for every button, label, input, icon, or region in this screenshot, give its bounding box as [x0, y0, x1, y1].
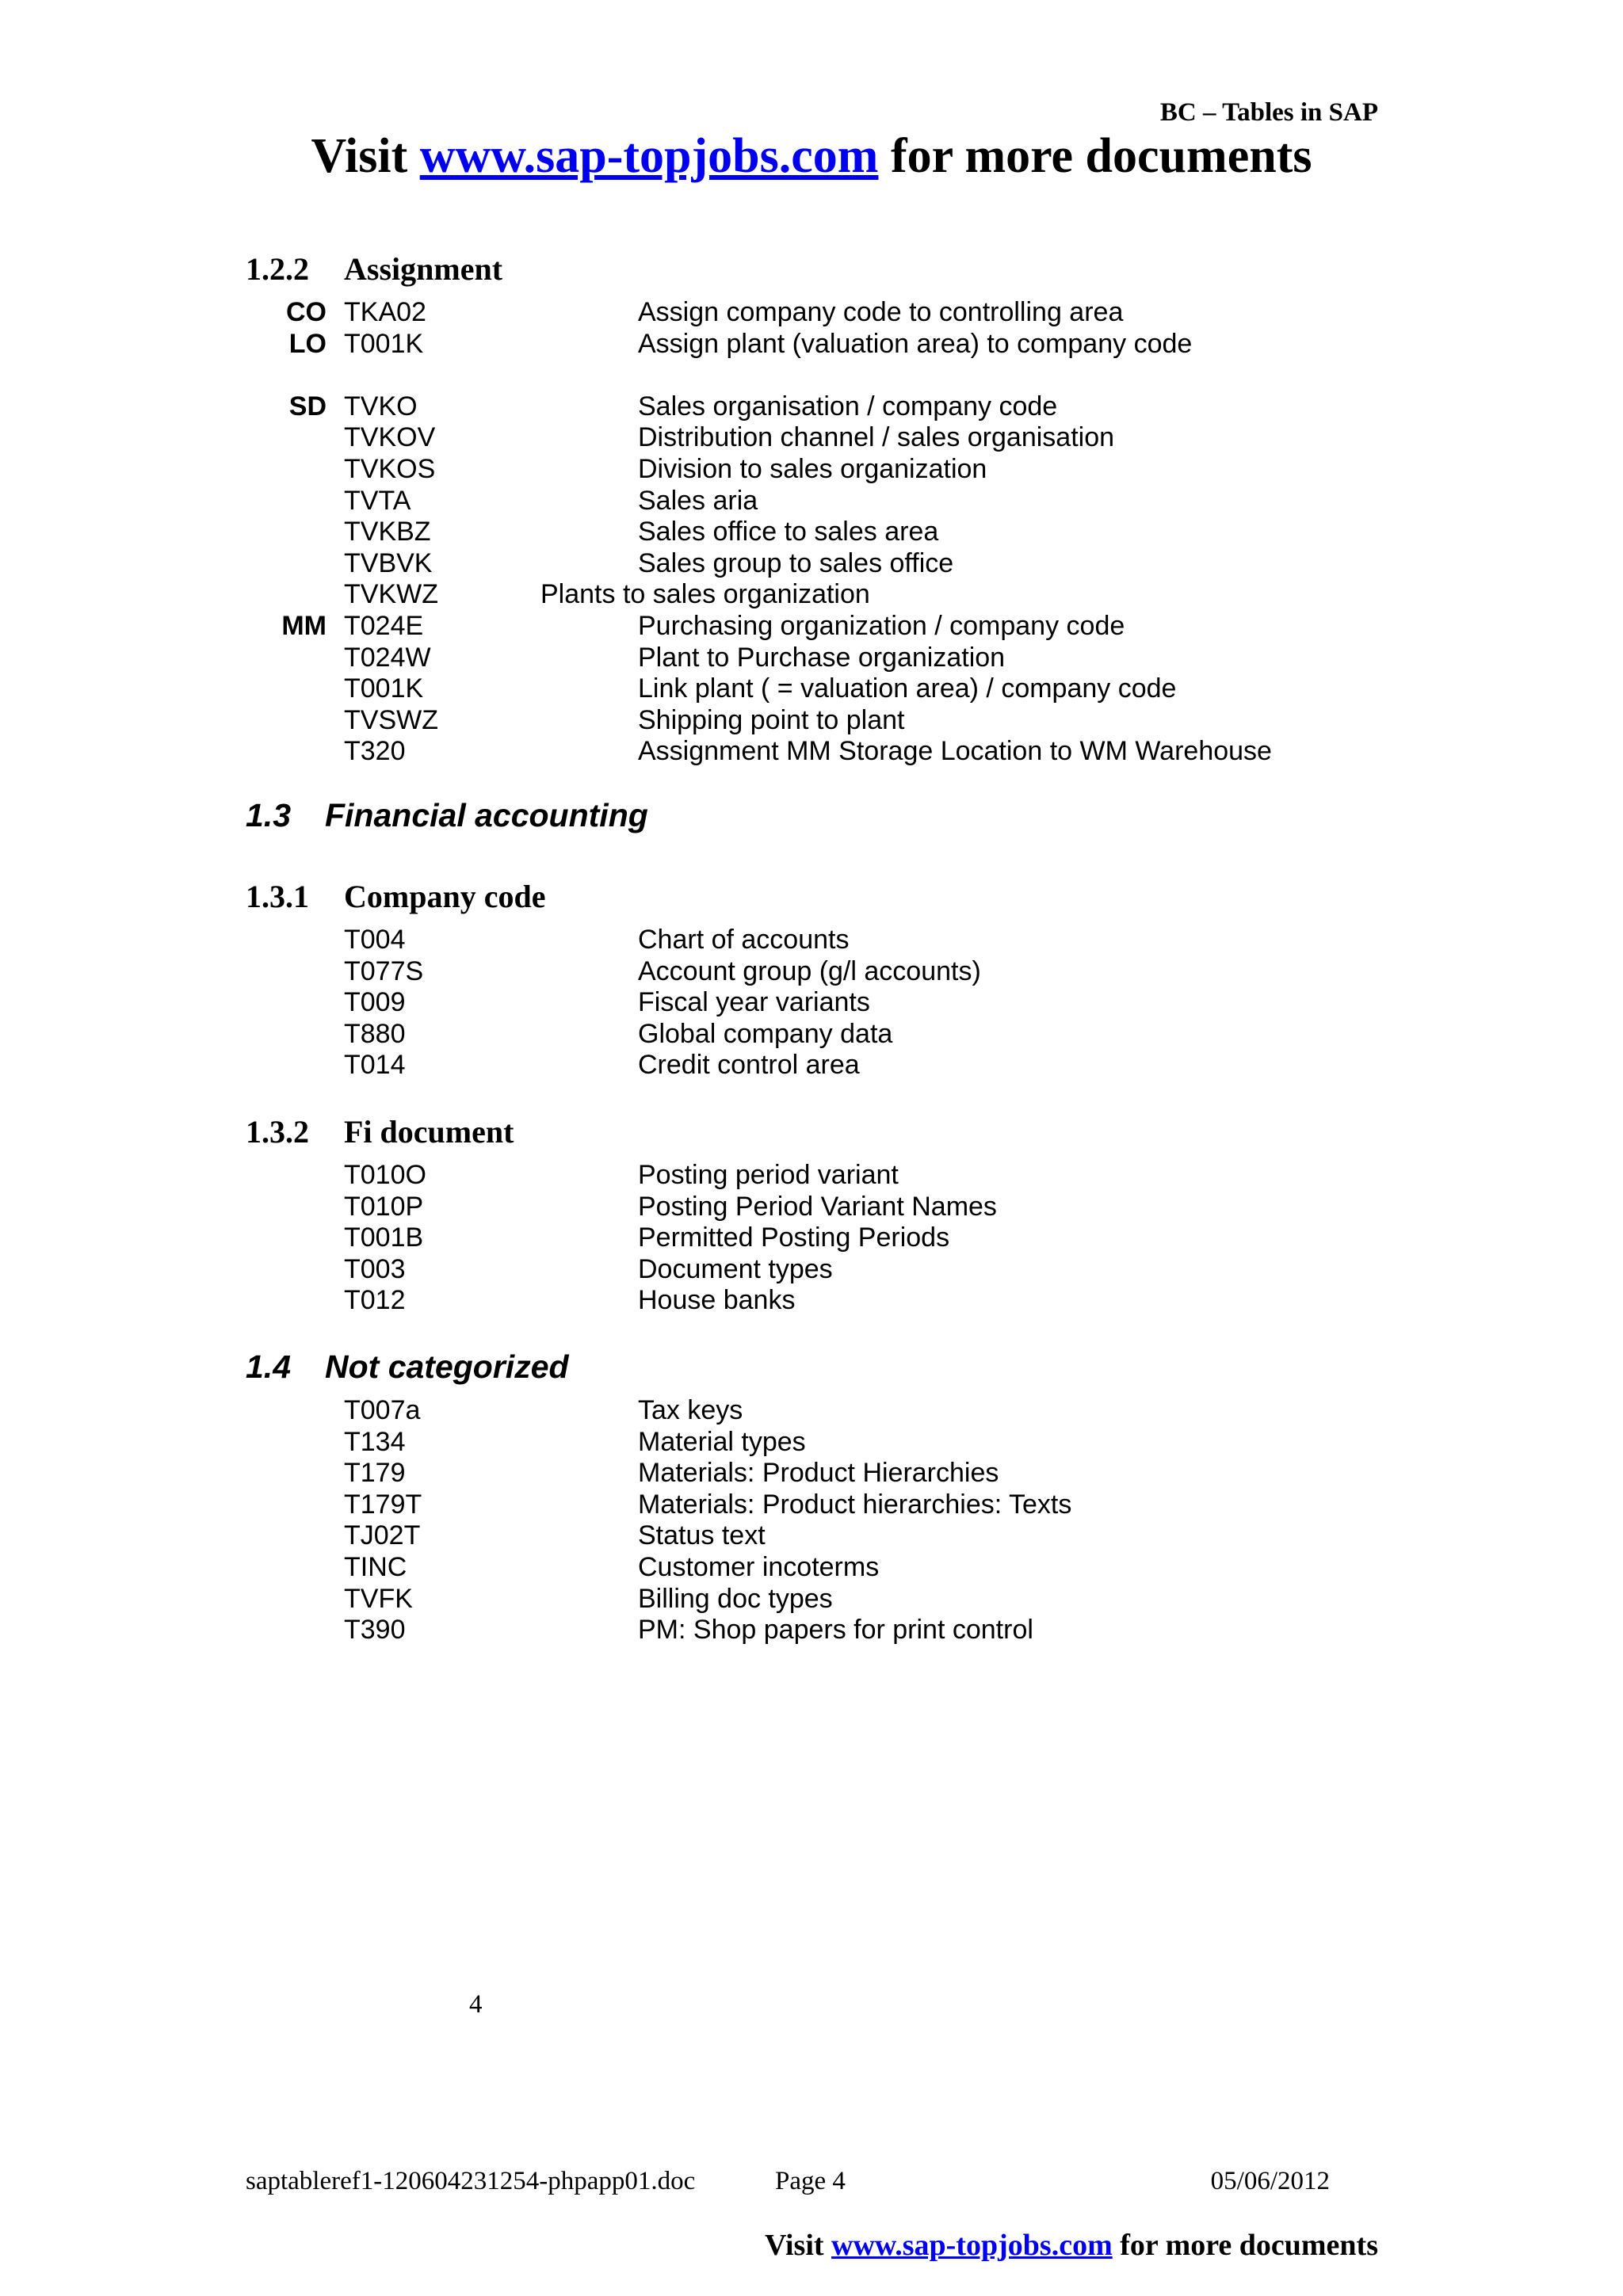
table-description: Posting Period Variant Names	[638, 1191, 997, 1222]
table-code: TVKO	[344, 391, 418, 421]
table-description: Tax keys	[638, 1395, 743, 1425]
table-description: Shipping point to plant	[638, 704, 905, 735]
table-code: TJ02T	[344, 1520, 421, 1551]
table-description: Account group (g/l accounts)	[638, 955, 981, 986]
table-description: Chart of accounts	[638, 925, 850, 955]
table-description: Link plant ( = valuation area) / company code	[638, 673, 1177, 704]
table-code: T003	[344, 1253, 406, 1284]
table-row	[0, 1019, 1623, 1051]
table-row	[0, 736, 1623, 768]
table-code: TVSWZ	[344, 704, 438, 735]
table-description: Materials: Product Hierarchies	[638, 1458, 999, 1489]
table-description: Permitted Posting Periods	[638, 1222, 950, 1253]
table-description: Credit control area	[638, 1050, 860, 1081]
table-row	[0, 1489, 1623, 1521]
table-code: T320	[344, 736, 406, 767]
not-categorized-table	[0, 1395, 1623, 1646]
table-description: Assignment MM Storage Location to WM Warehouse	[638, 736, 1272, 767]
section-title: Financial accounting	[325, 797, 648, 833]
table-row	[0, 1222, 1623, 1254]
section-heading-not-categorized	[246, 1348, 569, 1386]
table-row	[0, 297, 1623, 329]
fi-document-table	[0, 1160, 1623, 1317]
table-row	[0, 517, 1623, 548]
section-heading-assignment	[246, 250, 502, 288]
page-number: 4	[469, 1990, 483, 2019]
table-code: TINC	[344, 1551, 407, 1582]
footer-filename: saptableref1-120604231254-phpapp01.doc	[246, 2167, 696, 2195]
company-code-table	[0, 925, 1623, 1081]
table-description: Sales organisation / company code	[638, 391, 1058, 421]
table-code: T001B	[344, 1222, 424, 1253]
section-title: Not categorized	[325, 1348, 569, 1385]
table-row	[0, 643, 1623, 674]
table-code: TVTA	[344, 485, 411, 516]
assignment-table	[0, 297, 1623, 768]
table-row	[0, 486, 1623, 517]
section-number: 1.3	[246, 797, 291, 833]
table-description: House banks	[638, 1285, 796, 1316]
visit-banner-bottom	[765, 2228, 1378, 2263]
table-row	[0, 422, 1623, 454]
table-row	[0, 579, 1623, 611]
table-code: TKA02	[344, 297, 426, 327]
visit-suffix: for more documents	[1120, 2229, 1378, 2262]
section-title: Fi document	[344, 1114, 514, 1150]
table-description: Assign company code to controlling area	[638, 297, 1124, 327]
table-description: Billing doc types	[638, 1583, 833, 1614]
table-description: Plant to Purchase organization	[638, 642, 1006, 673]
table-description: Material types	[638, 1426, 806, 1457]
table-code: T880	[344, 1018, 406, 1049]
footer-date: 05/06/2012	[1210, 2167, 1330, 2195]
table-description: Purchasing organization / company code	[638, 610, 1125, 641]
table-row	[0, 611, 1623, 643]
table-description: Posting period variant	[638, 1160, 899, 1190]
table-description: Sales group to sales office	[638, 547, 954, 578]
table-code: T179T	[344, 1489, 422, 1520]
website-link[interactable]: www.sap-topjobs.com	[831, 2229, 1113, 2262]
module-label: CO	[286, 297, 327, 327]
table-code: T001K	[344, 673, 424, 704]
section-number: 1.3.1	[246, 879, 309, 914]
table-code: TVFK	[344, 1583, 413, 1614]
table-row	[0, 1192, 1623, 1223]
table-code: T004	[344, 925, 406, 955]
table-code: T179	[344, 1458, 406, 1489]
table-code: T001K	[344, 328, 424, 359]
table-code: T024W	[344, 642, 431, 673]
visit-banner-top	[0, 128, 1623, 185]
section-number: 1.2.2	[246, 251, 309, 287]
table-description: Plants to sales organization	[540, 579, 870, 610]
table-row	[0, 1050, 1623, 1081]
visit-prefix: Visit	[311, 129, 408, 183]
table-description: Status text	[638, 1520, 766, 1551]
section-title: Company code	[344, 879, 546, 914]
document-title: BC – Tables in SAP	[1159, 98, 1378, 127]
table-code: T010O	[344, 1160, 426, 1190]
section-heading-fi-document	[246, 1113, 514, 1150]
table-row	[0, 1254, 1623, 1286]
table-code: TVBVK	[344, 547, 433, 578]
table-description: Materials: Product hierarchies: Texts	[638, 1489, 1072, 1520]
module-label: SD	[288, 391, 327, 421]
table-description: Distribution channel / sales organisation	[638, 422, 1115, 453]
section-number: 1.3.2	[246, 1114, 309, 1150]
table-row	[0, 548, 1623, 580]
table-code: T134	[344, 1426, 406, 1457]
visit-prefix: Visit	[764, 2229, 824, 2262]
table-description: Division to sales organization	[638, 453, 987, 484]
table-row	[0, 925, 1623, 956]
table-row	[0, 1615, 1623, 1646]
table-row-spacer	[0, 360, 1623, 391]
table-code: T390	[344, 1615, 406, 1646]
table-description: Customer incoterms	[638, 1551, 880, 1582]
table-code: T010P	[344, 1191, 424, 1222]
table-description: Document types	[638, 1253, 833, 1284]
module-label: MM	[281, 610, 327, 641]
section-title: Assignment	[344, 251, 503, 287]
table-description: PM: Shop papers for print control	[638, 1615, 1033, 1646]
table-description: Assign plant (valuation area) to company code	[638, 328, 1193, 359]
table-row	[0, 1285, 1623, 1317]
visit-suffix: for more documents	[890, 129, 1312, 183]
table-code: T012	[344, 1285, 406, 1316]
table-code: TVKOV	[344, 422, 436, 453]
table-code: TVKOS	[344, 453, 436, 484]
table-row	[0, 1552, 1623, 1584]
table-code: T014	[344, 1050, 406, 1081]
table-row	[0, 1520, 1623, 1552]
table-row	[0, 673, 1623, 705]
table-row	[0, 956, 1623, 988]
table-code: TVKWZ	[344, 579, 438, 610]
table-code: TVKBZ	[344, 517, 431, 547]
table-description: Fiscal year variants	[638, 987, 870, 1018]
section-number: 1.4	[246, 1348, 291, 1385]
table-code: T077S	[344, 955, 424, 986]
module-label: LO	[288, 328, 327, 359]
table-description: Sales aria	[638, 485, 758, 516]
table-row	[0, 391, 1623, 423]
section-heading-financial-accounting	[246, 797, 648, 834]
table-row	[0, 454, 1623, 486]
website-link[interactable]: www.sap-topjobs.com	[419, 129, 879, 183]
footer-page-label: Page 4	[775, 2167, 846, 2195]
table-row	[0, 1160, 1623, 1192]
table-row	[0, 987, 1623, 1019]
table-row	[0, 1584, 1623, 1615]
table-row	[0, 329, 1623, 360]
table-code: T007a	[344, 1395, 421, 1425]
section-heading-company-code	[246, 878, 545, 915]
table-description: Global company data	[638, 1018, 893, 1049]
table-row	[0, 1427, 1623, 1459]
table-row	[0, 1458, 1623, 1489]
table-code: T009	[344, 987, 406, 1018]
table-description: Sales office to sales area	[638, 517, 939, 547]
table-code: T024E	[344, 610, 424, 641]
table-row	[0, 705, 1623, 737]
table-row	[0, 1395, 1623, 1427]
